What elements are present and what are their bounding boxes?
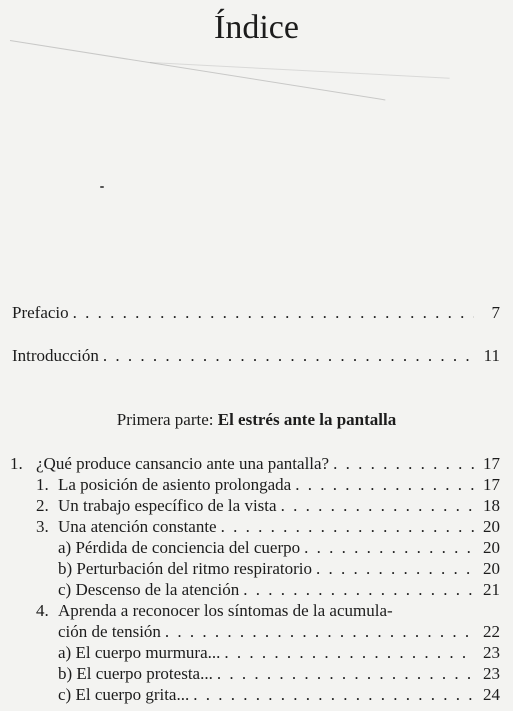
toc-entry-subsection-4c xyxy=(58,684,500,705)
toc-page-number: 23 xyxy=(483,664,500,683)
toc-entry-label: b) El cuerpo protesta... xyxy=(58,664,213,683)
toc-entry-label: 1. ¿Qué produce cansancio ante una pantalla? xyxy=(10,454,330,473)
toc-entry-subsection-3c xyxy=(58,579,500,600)
toc-entry-subsection-3a xyxy=(58,537,500,558)
dot-leader xyxy=(221,516,474,537)
dot-leader xyxy=(333,453,474,474)
chapter-number: 1. xyxy=(10,454,23,473)
toc-entry-section-2 xyxy=(36,495,500,516)
section-number: 3. xyxy=(36,517,49,536)
toc-entry-label: Aprenda a reconocer los síntomas de la acumula- xyxy=(58,601,393,620)
toc-entry-label: 1. La posición de asiento prolongada xyxy=(36,475,292,494)
dot-leader xyxy=(281,495,474,516)
part-name: El estrés ante la pantalla xyxy=(217,410,397,429)
toc-page-number: 17 xyxy=(483,454,500,473)
toc-page-number: 20 xyxy=(483,538,500,557)
scan-artifact-dot xyxy=(100,186,104,188)
toc-entry-label: 2. Un trabajo específico de la vista xyxy=(36,496,277,515)
toc-entry-label: Prefacio xyxy=(12,303,69,322)
dot-leader xyxy=(103,345,474,366)
toc-entry-label: c) El cuerpo grita... xyxy=(58,685,190,704)
toc-entry-section-4 xyxy=(58,621,500,642)
dot-leader xyxy=(316,558,474,579)
toc-entry-subsection-4b xyxy=(58,663,500,684)
toc-entry-label: a) Pérdida de conciencia del cuerpo xyxy=(58,538,301,557)
dot-leader xyxy=(217,663,474,684)
toc-page-number: 7 xyxy=(491,303,500,322)
part-prefix: Primera parte: xyxy=(116,410,214,429)
toc-entry-introduccion xyxy=(12,345,500,366)
toc-entry-label: ción de tensión xyxy=(58,622,161,641)
toc-entry-subsection-4a xyxy=(58,642,500,663)
toc-entry-label: 3. Una atención constante xyxy=(36,517,217,536)
part-heading xyxy=(0,409,513,430)
dot-leader xyxy=(165,621,474,642)
toc-page-number: 24 xyxy=(483,685,500,704)
toc-entry-section-3 xyxy=(36,516,500,537)
dot-leader xyxy=(304,537,474,558)
section-number: 4. xyxy=(36,601,49,620)
toc-entry-label: b) Perturbación del ritmo respiratorio xyxy=(58,559,312,578)
toc-page-number: 20 xyxy=(483,517,500,536)
dot-leader xyxy=(73,302,474,323)
page-title: Índice xyxy=(214,9,299,46)
toc-page-number: 17 xyxy=(483,475,500,494)
toc-entry-section-1 xyxy=(36,474,500,495)
toc-entry-chapter-1 xyxy=(10,453,500,474)
section-number: 1. xyxy=(36,475,49,494)
dot-leader xyxy=(295,474,474,495)
toc-page-number: 23 xyxy=(483,643,500,662)
toc-page-number: 11 xyxy=(483,346,500,365)
toc-page-number: 22 xyxy=(483,622,500,641)
dot-leader xyxy=(224,642,474,663)
toc-entry-subsection-3b xyxy=(58,558,500,579)
dot-leader xyxy=(193,684,474,705)
section-number: 2. xyxy=(36,496,49,515)
toc-page-number: 20 xyxy=(483,559,500,578)
toc-entry-label: c) Descenso de la atención xyxy=(58,580,240,599)
toc-entry-prefacio xyxy=(12,302,500,323)
toc-entry-label: a) El cuerpo murmura... xyxy=(58,643,221,662)
toc-page-number: 21 xyxy=(483,580,500,599)
toc-entry-label: Introducción xyxy=(12,346,99,365)
toc-page-number: 18 xyxy=(483,496,500,515)
scan-artifact-line xyxy=(10,40,385,100)
toc-entry-section-4-line1 xyxy=(36,600,393,621)
dot-leader xyxy=(243,579,474,600)
